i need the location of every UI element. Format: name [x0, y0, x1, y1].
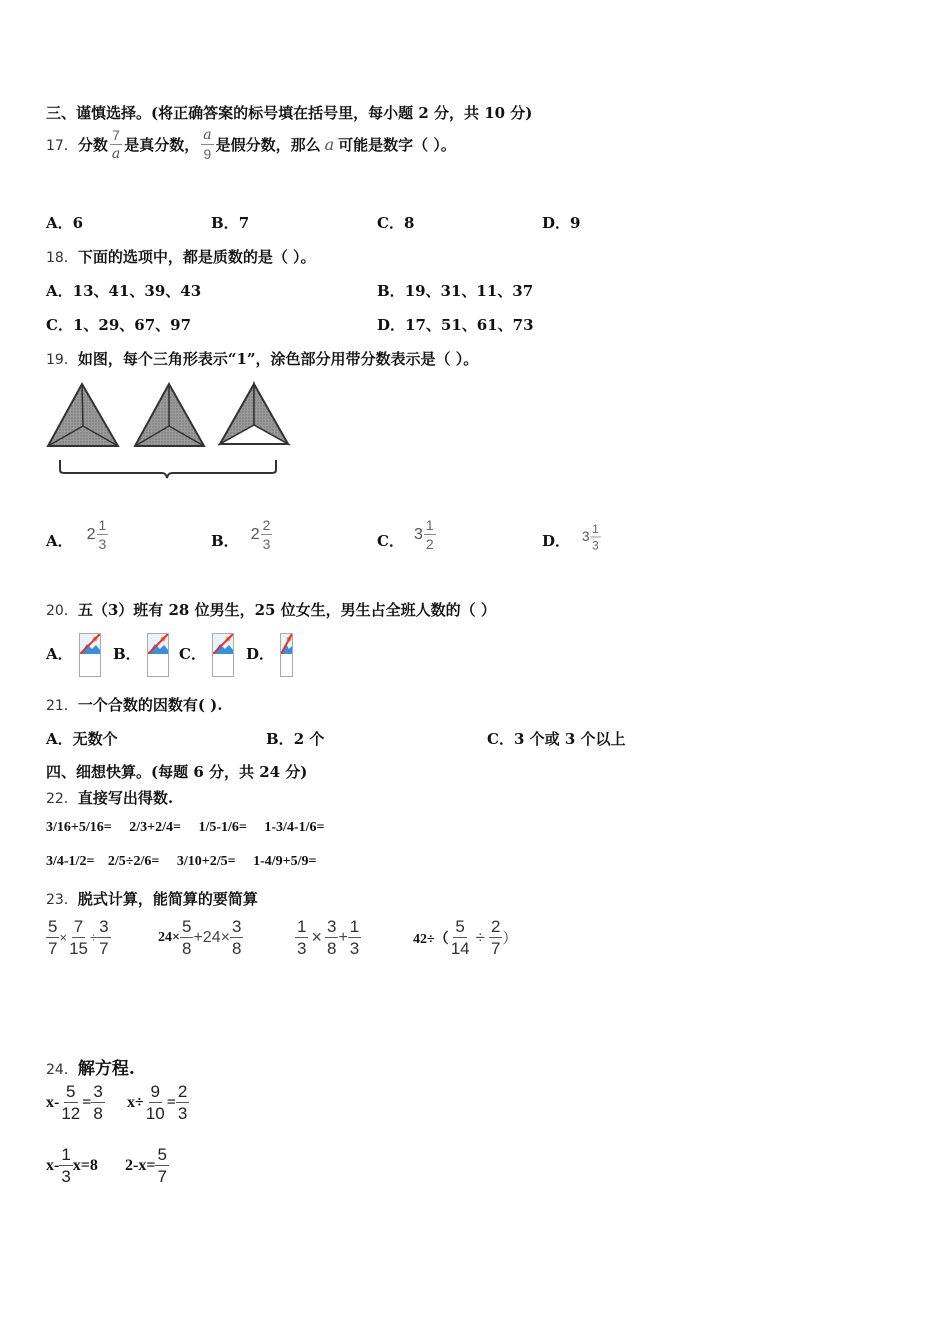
- option-b[interactable]: B．7: [211, 214, 250, 232]
- question-text: 下面的选项中，都是质数的是（ ）。: [77, 248, 316, 266]
- mixed-number: 2 $\frac{2}{3}$: [250, 517, 271, 552]
- option-c[interactable]: C．: [179, 633, 234, 677]
- broken-image-icon: [280, 633, 293, 677]
- question-23: [46, 888, 258, 909]
- calc-item: 3/4-1/2=: [46, 854, 95, 869]
- question-number: 24．: [46, 1062, 78, 1078]
- question-text: 如图，每个三角形表示“1”，涂色部分用带分数表示是（ ）。: [77, 350, 479, 368]
- question-number: 20．: [46, 603, 78, 619]
- calc-item: 3/16+5/16=: [46, 820, 112, 835]
- question-text: 分数: [77, 136, 108, 154]
- option-d[interactable]: D． 3 $\frac{1}{3}$: [542, 522, 599, 552]
- question-number: 22．: [46, 791, 78, 807]
- question-text: 解方程.: [77, 1059, 135, 1079]
- question-number: 23．: [46, 892, 78, 908]
- option-d[interactable]: D．17、51、61、73: [377, 316, 534, 334]
- question-text: 脱式计算，能简算的要简算: [77, 890, 258, 908]
- calc-item: 2/3+2/4=: [129, 820, 181, 835]
- expression-1: $\frac{5}{7}$ × $\frac{7}{15}$ ÷ $\frac{3}{7}$: [48, 917, 109, 958]
- variable-a: a: [324, 135, 335, 154]
- option-a[interactable]: A．6: [46, 214, 84, 232]
- question-text: 是假分数，那么: [215, 136, 321, 154]
- equation-2: x÷ $\frac{9}{10}$ = $\frac{2}{3}$: [127, 1082, 188, 1123]
- fraction-7-over-a: $\frac{7}{a}$: [111, 127, 121, 162]
- mixed-number: 2 $\frac{1}{3}$: [86, 517, 107, 552]
- question-text: 是真分数，: [124, 136, 200, 154]
- calc-row-2: [46, 854, 317, 870]
- option-a[interactable]: A．无数个: [46, 730, 118, 748]
- equation-1: x- $\frac{5}{12}$ = $\frac{3}{8}$: [46, 1082, 103, 1123]
- option-a[interactable]: A．13、41、39、43: [46, 282, 202, 300]
- question-21: [46, 694, 222, 715]
- option-c[interactable]: C．8: [377, 214, 415, 232]
- calc-item: 1-4/9+5/9=: [253, 854, 317, 869]
- question-19: [46, 348, 478, 369]
- triangles-figure: [44, 378, 294, 488]
- option-a[interactable]: A．: [46, 633, 101, 677]
- option-c[interactable]: C．3 个或 3 个以上: [487, 730, 626, 748]
- section-3-title: 三、谨慎选择。(将正确答案的标号填在括号里，每小题 2 分，共 10 分): [46, 104, 533, 122]
- option-d[interactable]: D．: [246, 633, 293, 677]
- question-number: 18．: [46, 250, 78, 266]
- mixed-number: 3 $\frac{1}{3}$: [582, 522, 599, 552]
- triangle-2: [135, 384, 204, 446]
- question-number: 19．: [46, 352, 78, 368]
- question-text: 五（3）班有 28 位男生，25 位女生，男生占全班人数的（ ）: [77, 601, 496, 619]
- calc-item: 2/5÷2/6=: [107, 854, 160, 869]
- triangle-3: [220, 384, 288, 444]
- expression-2: 24× $\frac{5}{8}$ +24× $\frac{3}{8}$: [158, 917, 242, 958]
- broken-image-icon: [79, 633, 101, 677]
- equation-3: x- $\frac{1}{3}$ x=8: [46, 1145, 98, 1186]
- expression-4: 42÷（ $\frac{5}{14}$ ÷ $\frac{2}{7}$ ）: [413, 917, 518, 958]
- calc-item: 1-3/4-1/6=: [264, 820, 325, 835]
- broken-image-icon: [212, 633, 234, 677]
- question-text: 可能是数字（ ）。: [338, 136, 456, 154]
- brace: [60, 460, 276, 478]
- option-b[interactable]: B．: [113, 633, 169, 677]
- question-22: [46, 787, 173, 808]
- expression-3: $\frac{1}{3}$ × $\frac{3}{8}$ + $\frac{1}{3}$: [297, 917, 360, 958]
- question-17: [46, 128, 456, 161]
- calc-item: 1/5-1/6=: [198, 820, 247, 835]
- question-number: 17．: [46, 137, 78, 154]
- option-b[interactable]: B．2 个: [266, 730, 325, 748]
- question-number: 21．: [46, 698, 78, 714]
- option-b[interactable]: B． 2 $\frac{2}{3}$: [211, 517, 271, 552]
- question-text: 一个合数的因数有( ).: [77, 696, 223, 714]
- equation-4: 2-x= $\frac{5}{7}$: [125, 1145, 167, 1186]
- option-c[interactable]: C． 3 $\frac{1}{2}$: [377, 517, 434, 552]
- question-20: [46, 599, 496, 620]
- section-4-title: 四、细想快算。(每题 6 分，共 24 分): [46, 763, 308, 781]
- triangle-1: [48, 384, 118, 446]
- question-24: [46, 1054, 135, 1079]
- option-d[interactable]: D．9: [542, 214, 581, 232]
- calc-row-1: [46, 820, 324, 836]
- mixed-number: 3 $\frac{1}{2}$: [413, 517, 434, 552]
- option-b[interactable]: B．19、31、11、37: [377, 282, 534, 300]
- option-a[interactable]: A． 2 $\frac{1}{3}$: [46, 517, 107, 552]
- question-18: [46, 246, 316, 267]
- fraction-a-over-9: $\frac{a}{9}$: [203, 127, 212, 162]
- option-c[interactable]: C．1、29、67、97: [46, 316, 192, 334]
- calc-item: 3/10+2/5=: [176, 854, 236, 869]
- broken-image-icon: [147, 633, 169, 677]
- question-text: 直接写出得数.: [77, 789, 174, 807]
